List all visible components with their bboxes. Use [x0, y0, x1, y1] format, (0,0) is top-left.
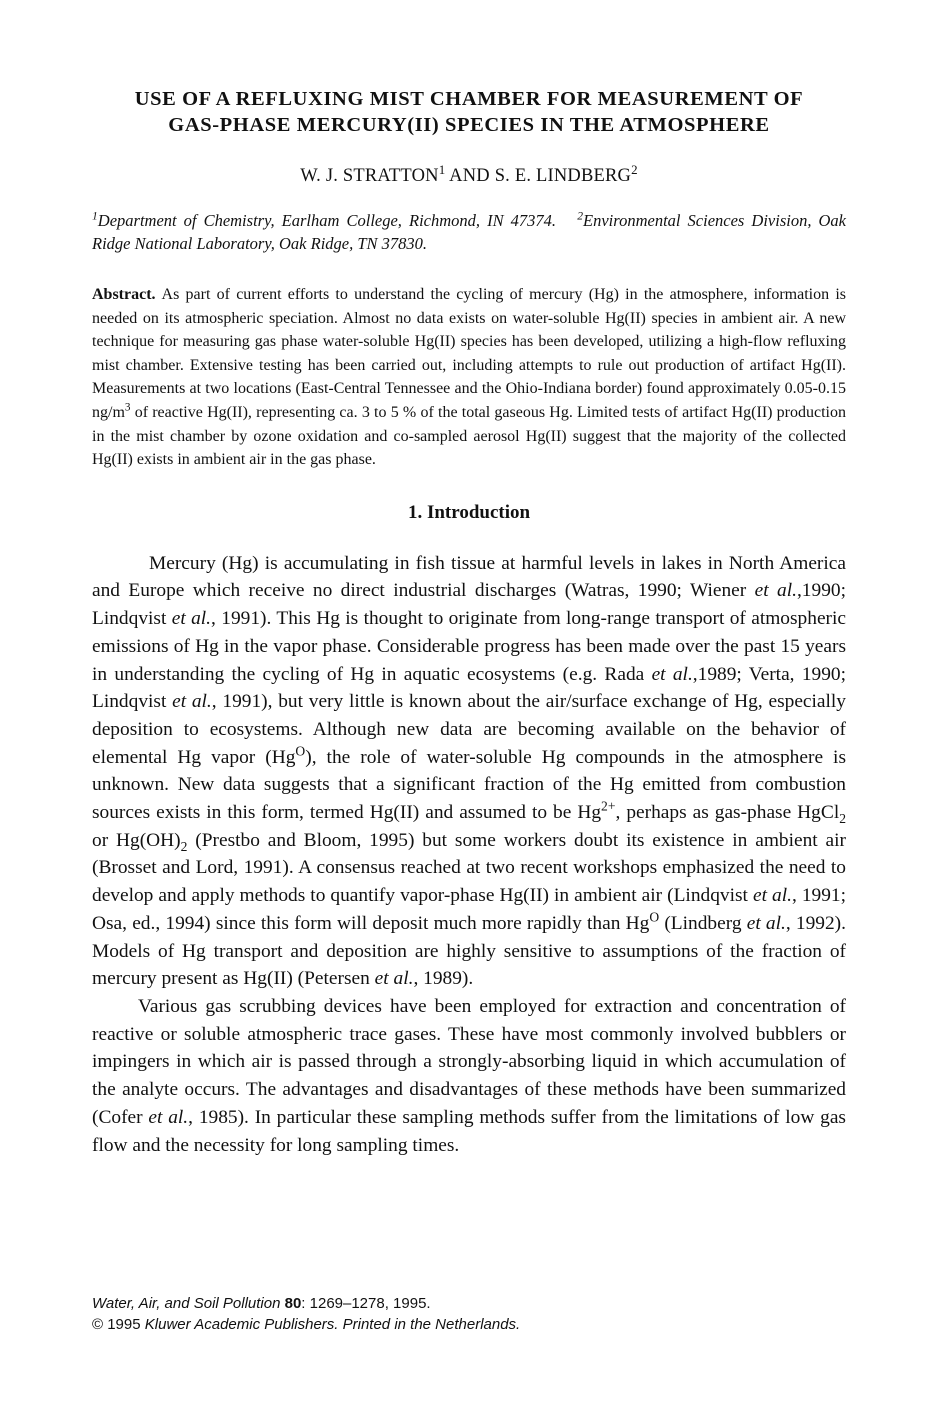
author-2-affil-mark: 2: [631, 161, 638, 177]
p1-italic: et al.: [172, 691, 212, 713]
affil-1-mark: 1: [92, 210, 98, 223]
paper-title: [92, 86, 846, 138]
journal-pages: : 1269–1278, 1995.: [301, 1295, 431, 1312]
author-1: W. J. STRATTON: [300, 166, 439, 186]
affiliation-2: Environmental Sciences Division, Oak Ridge National Laboratory, Oak Ridge, TN 37830.: [92, 211, 847, 253]
title-line-2: GAS-PHASE MERCURY(II) SPECIES IN THE ATMOSPHERE: [168, 114, 770, 136]
abstract-superscript: 3: [124, 401, 131, 414]
p1-italic: et al.: [171, 608, 212, 630]
p2-text: , 1985). In particular these sampling methods suffer from the limitations of low gas flow and the necessity for long sampling times.: [92, 1106, 846, 1156]
abstract-label: Abstract.: [92, 286, 156, 303]
journal-volume: 80: [280, 1295, 302, 1312]
p1-superscript: O: [295, 743, 306, 759]
authors-conjunction: AND: [445, 166, 495, 186]
p1-italic: et al.: [651, 663, 693, 685]
p1-subscript: 2: [839, 810, 846, 826]
abstract-text-2: of reactive Hg(II), representing ca. 3 to 5 % of the total gaseous Hg. Limited tests of artifact Hg(II) production in the mist chamber by ozone oxidation and co-sampled aerosol Hg(II) suggest that the majority of the collected Hg(II) exists in ambient air in the gas phase.: [92, 403, 846, 469]
journal-footer: [92, 1293, 520, 1335]
p1-italic: et al.: [752, 885, 792, 907]
p1-text: ,1989; Verta, 1990; Lindqvist: [92, 663, 846, 713]
author-list: [92, 161, 846, 187]
abstract: [92, 283, 846, 472]
p1-text: , 1992). Models of Hg transport and deposition are highly sensitive to assumptions of the fraction of mercury present as Hg(II) (Petersen: [92, 912, 846, 990]
affiliation-1: Department of Chemistry, Earlham College, Richmond, IN 47374.: [97, 211, 557, 230]
p1-subscript: 2: [180, 838, 188, 854]
p1-text: (Lindberg: [659, 912, 747, 934]
p1-italic: et al.: [754, 580, 797, 602]
intro-paragraph-1: [92, 550, 846, 993]
p2-italic: et al.: [148, 1106, 189, 1128]
p1-text: , 1991). This Hg is thought to originate from long-range transport of atmospheric emissions of Hg in the vapor phase. Considerable progress has been made over the past 15 years in understanding the cycling of Hg in aquatic ecosystems (e.g. Rada: [92, 608, 846, 685]
copyright-line: [92, 1314, 520, 1335]
publisher-line: Kluwer Academic Publishers. Printed in the Netherlands.: [144, 1316, 521, 1333]
affiliations: [92, 209, 846, 255]
p1-text: (Prestbo and Bloom, 1995) but some workers doubt its existence in ambient air (Brosset and Lord, 1991). A consensus reached at two recent workshops emphasized the need to develop and apply methods to quantify vapor-phase Hg(II) in ambient air (Lindqvist: [92, 829, 846, 907]
p1-text: , perhaps as gas-phase HgCl: [615, 802, 840, 824]
section-heading-introduction: 1. Introduction: [407, 501, 531, 523]
p1-text: ), the role of water-soluble Hg compounds in the atmosphere is unknown. New data suggests that a significant fraction of the Hg emitted from combustion sources exists in this form, termed Hg(II) and assumed to be Hg: [92, 746, 846, 824]
author-2: S. E. LINDBERG: [494, 166, 632, 186]
p1-italic: et al.: [746, 912, 786, 934]
journal-name: Water, Air, and Soil Pollution: [92, 1295, 281, 1312]
p1-text: Mercury (Hg) is accumulating in fish tissue at harmful levels in lakes in North America and Europe which receive no direct industrial discharges (Watras, 1990; Wiener: [92, 552, 846, 602]
affil-2-mark: 2: [577, 210, 584, 223]
citation-line: [92, 1293, 520, 1314]
paper-page: [92, 86, 846, 1159]
p1-text: , 1991), but very little is known about the air/surface exchange of Hg, especially deposition to ecosystems. Although new data are becoming available on the behavior of elemental Hg vapor (Hg: [92, 691, 846, 768]
author-1-affil-mark: 1: [438, 161, 446, 177]
abstract-text-1: As part of current efforts to understand the cycling of mercury (Hg) in the atmosphere, information is needed on its atmospheric speciation. Almost no data exists on water-soluble Hg(II) species in ambient air. A new technique for measuring gas phase water-soluble Hg(II) species has been developed, utilizing a high-flow refluxing mist chamber. Extensive testing has been carried out, including attempts to rule out production of artifact Hg(II). Measurements at two locations (East-Central Tennessee and the Ohio-Indiana border) found approximately 0.05-0.15 ng/m: [92, 286, 846, 421]
intro-paragraph-2: [92, 993, 846, 1159]
p1-superscript: O: [649, 909, 660, 925]
p1-superscript: 2+: [601, 798, 616, 814]
p1-text: ,1990; Lindqvist: [92, 580, 846, 630]
copyright-mark: © 1995: [92, 1316, 145, 1333]
title-line-1: USE OF A REFLUXING MIST CHAMBER FOR MEASUREMENT OF: [134, 88, 804, 110]
p1-italic: et al.: [374, 968, 414, 990]
p1-text: or Hg(OH): [92, 829, 181, 851]
p2-text: Various gas scrubbing devices have been employed for extraction and concentration of reactive or soluble atmospheric trace gases. These have most commonly involved bubblers or impingers in which air is passed through a strongly-absorbing liquid in which accumulation of the analyte occurs. The advantages and disadvantages of these methods have been summarized (Cofer: [92, 996, 846, 1128]
p1-text: , 1989).: [413, 968, 474, 990]
p1-text: , 1991; Osa, ed., 1994) since this form will deposit much more rapidly than Hg: [92, 885, 846, 934]
